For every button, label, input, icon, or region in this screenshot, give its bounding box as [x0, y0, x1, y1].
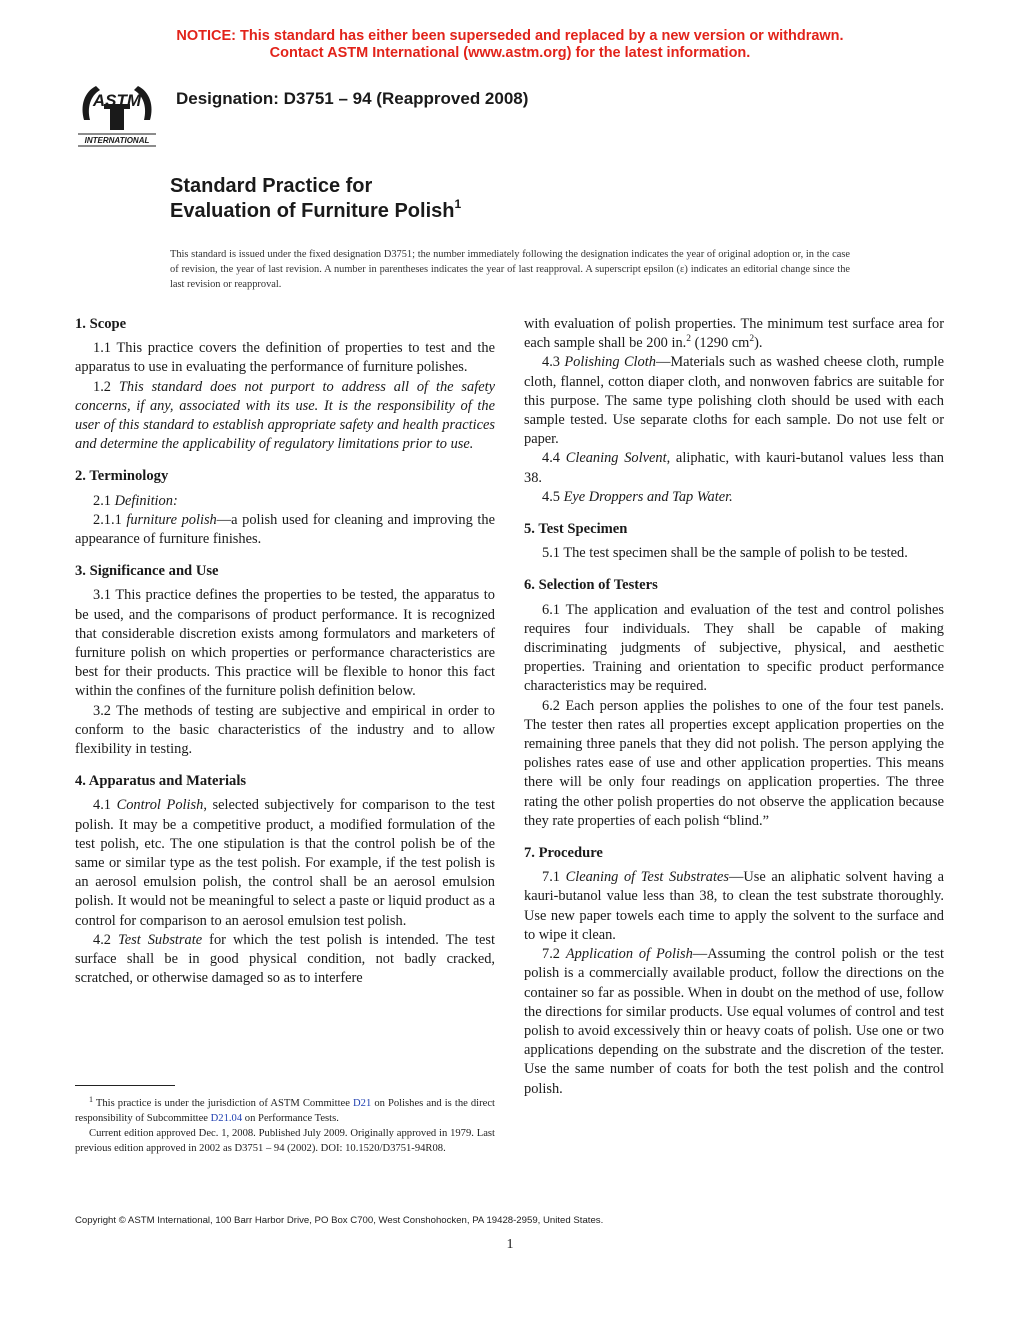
section-heading-terminology: 2. Terminology [75, 468, 169, 485]
title-line-1: Standard Practice for [170, 175, 373, 197]
paragraph-3-2: 3.2 The methods of testing are subjective and empirical in order to conform to the basic characteristics of the industry and to allow flexibility in testing. [75, 702, 495, 758]
logo-subtext: INTERNATIONAL [84, 136, 150, 145]
footnote-edition: Current edition approved Dec. 1, 2008. Published July 2009. Originally approved in 1979. Last previous edition approved in 2002 as D3751 – 94 (2002). DOI: 10.1520/D3751-94R08. [75, 1128, 495, 1154]
notice-line-1: NOTICE: This standard has either been superseded and replaced by a new version or withdrawn. [176, 28, 844, 44]
paragraph-2-1-1: 2.1.1 furniture polish—a polish used for cleaning and improving the appearance of furniture finishes. [75, 511, 495, 548]
paragraph-5-1: 5.1 The test specimen shall be the sample of polish to be tested. [542, 545, 908, 562]
section-heading-testers: 6. Selection of Testers [524, 577, 658, 594]
paragraph-4-2-cont: with evaluation of polish properties. The minimum test surface area for each sample shall be 200 in.$^2$ (1290 $cm^2$). [524, 316, 944, 352]
paragraph-4-1: 4.1 Control Polish, selected subjectively for comparison to the test polish. It may be a competitive product, a modified formulation of the test polish, etc. The one stipulation is that the control polish be of the same or similar type as the test polish. For example, if the test polish is an aerosol emulsion polish, the control shall be an aerosol emulsion polish. It would not be meaningful to select a paste or liquid product as a control for comparison to an aerosol emulsion test polish. [75, 797, 495, 929]
paragraph-4-5: 4.5 Eye Droppers and Tap Water. [542, 488, 733, 505]
paragraph-3-1: 3.1 This practice defines the properties to be tested, the apparatus to be used, and the comparisons of product performance. It is recognized that considerable discretion exists among formulators and marketers of furniture polish on which properties or performance characteristics are best for their products. This practice will be flexible to honor this fact within the confines of the furniture polish definition below. [75, 587, 495, 700]
footnote [75, 1096, 495, 1156]
page-number: 1 [506, 1237, 514, 1252]
title-footnote-ref[interactable]: 1 [454, 197, 462, 211]
section-heading-significance: 3. Significance and Use [75, 563, 219, 580]
paragraph-1-1: 1.1 This practice covers the definition of properties to test and the apparatus to use in evaluating the performance of furniture polishes. [75, 340, 495, 376]
paragraph-7-1: 7.1 Cleaning of Test Substrates—Use an aliphatic solvent having a kauri-butanol value less than 38, to clean the test substrate thoroughly. Use new paper towels each time to apply the solvent to the surface and to wipe it clean. [524, 869, 944, 943]
title-line-2: Evaluation of Furniture Polish$^1$ [170, 197, 462, 222]
astm-logo [74, 78, 160, 148]
left-column [75, 315, 495, 989]
section-heading-procedure: 7. Procedure [524, 845, 603, 862]
paragraph-4-3: 4.3 Polishing Cloth—Materials such as washed cheese cloth, rumple cloth, flannel, cotton diaper cloth, and nonwoven fabrics are suitable for this purpose. The same type polishing cloth should be used with each sample tested. Use separate cloths for each sample. Do not use felt or paper. [524, 354, 945, 448]
footnote-1: $^1$ This practice is under the jurisdiction of ASTM Committee D21 on Polishes and is the direct responsibility of Subcommittee D21.04 on Performance Tests. [75, 1095, 495, 1124]
issue-statement: This standard is issued under the fixed designation D3751; the number immediately following the designation indicates the year of original adoption or, in the case of revision, the year of last revision. A number in parentheses indicates the year of last reapproval. A superscript epsilon (ε) indicates an editorial change since the last revision or reapproval. [170, 249, 850, 290]
document-title [170, 174, 461, 224]
committee-link[interactable]: D21 [353, 1098, 372, 1109]
section-heading-scope: 1. Scope [75, 316, 127, 332]
paragraph-4-2: 4.2 Test Substrate for which the test polish is intended. The test surface shall be in good physical condition, not badly cracked, scratched, or otherwise damaged so as to interfere [75, 931, 495, 987]
logo-text: ASTM [92, 91, 142, 110]
paragraph-2-1: 2.1 Definition: [93, 492, 178, 509]
copyright-line: Copyright © ASTM International, 100 Barr Harbor Drive, PO Box C700, West Conshohocken, PA 19428-2959, United States. [75, 1215, 604, 1226]
paragraph-1-2: 1.2 This standard does not purport to address all of the safety concerns, if any, associated with its use. It is the responsibility of the user of this standard to establish appropriate safety and health practices and determine the applicability of regulatory limitations prior to use. [75, 378, 495, 453]
paragraph-4-4: 4.4 Cleaning Solvent, aliphatic, with kauri-butanol values less than 38. [524, 450, 944, 486]
notice-line-2: Contact ASTM International (www.astm.org) for the latest information. [269, 45, 751, 61]
section-heading-specimen: 5. Test Specimen [524, 521, 628, 538]
designation: Designation: D3751 – 94 (Reapproved 2008) [176, 89, 529, 108]
section-heading-apparatus: 4. Apparatus and Materials [75, 773, 247, 790]
paragraph-7-2: 7.2 Application of Polish—Assuming the control polish or the test polish is a commercially available product, follow the directions on the container so far as possible. When in doubt on the method of use, follow the directions for similar products. Use equal volumes of control and test polish to avoid excessively thin or heavy coats of polish. Use one or two applications depending on the substrate and the discretion of the tester. Use the same number of coats for both the test polish and the control polish. [524, 946, 944, 1097]
subcommittee-link[interactable]: D21.04 [210, 1113, 243, 1124]
withdrawal-notice [0, 28, 1020, 62]
paragraph-6-1: 6.1 The application and evaluation of the test and control polishes requires four individuals. They shall be capable of making discriminating judgments of subjective, physical, and aesthetic properties. Training and orientation to specific product performance characteristics may be required. [524, 601, 944, 695]
right-column [524, 315, 944, 1099]
paragraph-6-2: 6.2 Each person applies the polishes to one of the four test panels. The tester then rates all properties except application properties on the remaining three panels that they did not polish. The person applying the polishes rates ease of use and other application properties. This means there will be only four readings on application properties. The three rating the other polish properties do not observe the application because they rate properties of each polish “blind.” [524, 697, 944, 829]
footnote-rule [75, 1085, 175, 1086]
